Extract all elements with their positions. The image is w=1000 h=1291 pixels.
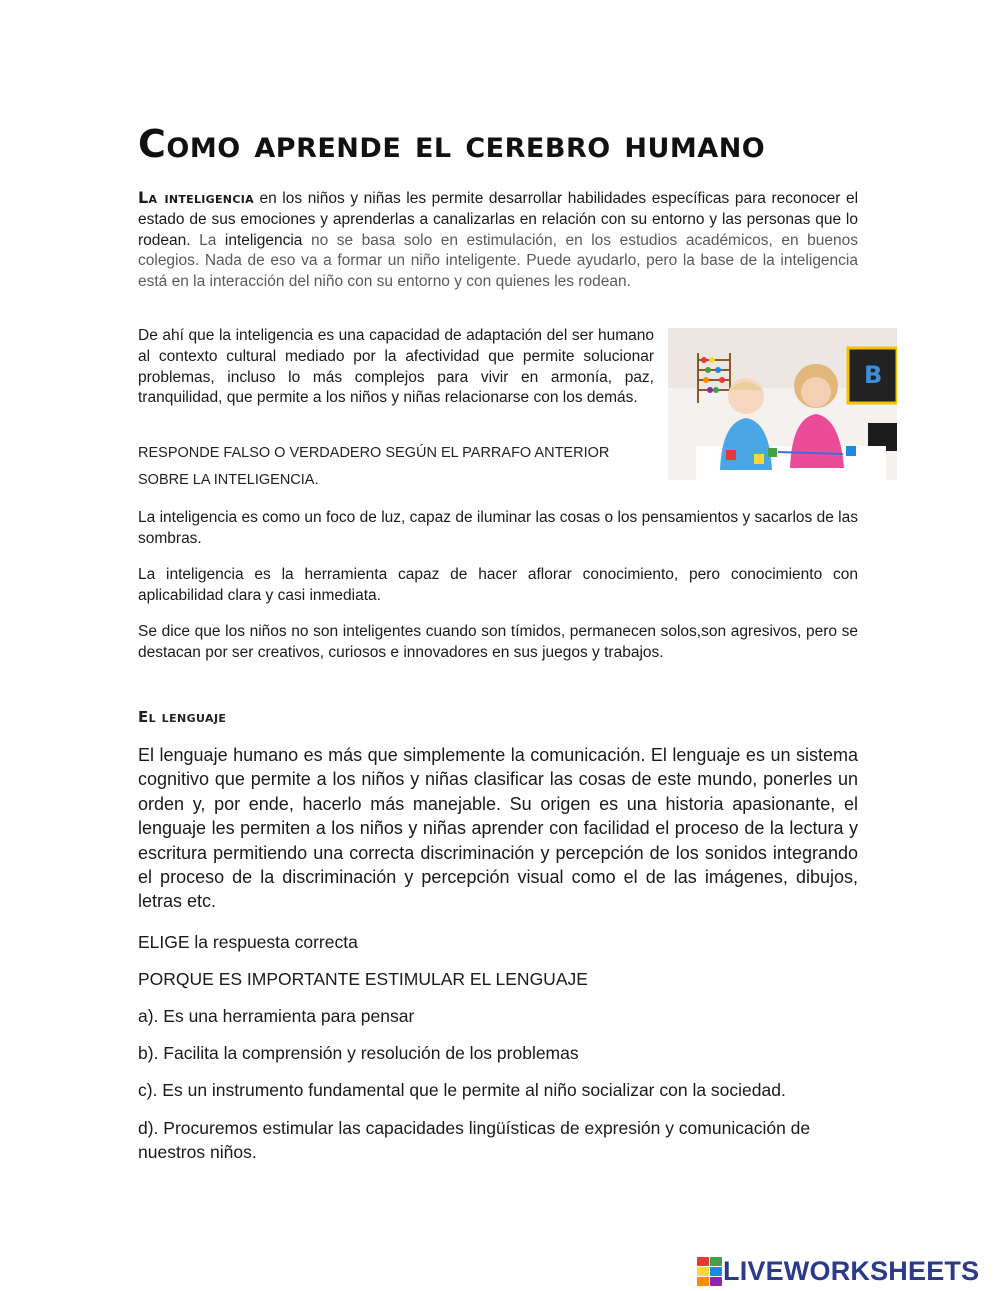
section-heading-lenguaje: El lenguaje: [138, 708, 227, 726]
liveworksheets-icon: [697, 1257, 721, 1285]
choose-instruction: ELIGE la respuesta correcta: [138, 932, 358, 952]
intro-lead: La inteligencia: [138, 188, 254, 207]
intro-paragraph: [138, 188, 858, 293]
option-d[interactable]: d). Procuremos estimular las capacidades lingüísticas de expresión y comunicación de nuestros niños.: [138, 1118, 811, 1162]
intro-text-1: en los niños y niñas les permite desarrollar habilidades específicas para reconocer el estado de sus emociones y aprenderlas a canalizarlas en relación con su entorno y las personas que lo rodean.: [138, 190, 859, 249]
liveworksheets-logo[interactable]: [697, 1254, 979, 1288]
statement-2: La inteligencia es la herramienta capaz de hacer aflorar conocimiento, pero conocimiento con aplicabilidad clara y casi inmediata.: [138, 566, 858, 604]
option-b[interactable]: b). Facilita la comprensión y resolución de los problemas: [138, 1043, 579, 1063]
page-title: Como aprende el cerebro humano: [138, 122, 766, 166]
brand-name: LIVEWORKSHEETS: [723, 1255, 980, 1286]
intro-text-2b: inteligencia: [224, 231, 303, 249]
true-false-instruction: RESPONDE FALSO O VERDADERO SEGÚN EL PARRAFO ANTERIOR SOBRE LA INTELIGENCIA.: [138, 445, 610, 488]
intro-text-2c: no se basa solo en estimulación, en los estudios académicos, en buenos colegios. Nada de eso va a formar un niño inteligente. Puede ayudarlo, pero la base de la inteligencia está en la interacción del niño con su entorno y con quienes les rodean.: [138, 231, 858, 291]
statement-3: Se dice que los niños no son inteligentes cuando son tímidos, permanecen solos,son agresivos, pero se destacan por ser creativos, curiosos e innovadores en sus juegos y trabajos.: [138, 623, 858, 661]
option-c[interactable]: c). Es un instrumento fundamental que le permite al niño socializar con la sociedad.: [138, 1080, 786, 1100]
children-playing-photo: [668, 328, 897, 480]
children-photo-illustration: [668, 328, 897, 480]
adaptation-paragraph: De ahí que la inteligencia es una capacidad de adaptación del ser humano al contexto cultural mediado por la afectividad que permite solucionar problemas, incluso lo más complejos para vivir en armonía, paz, tranquilidad, que permite a los niños y niñas relacionarse con los demás.: [138, 327, 654, 407]
svg-text:B: B: [864, 361, 883, 389]
intro-text-2a: La: [190, 231, 225, 249]
lenguaje-paragraph: El lenguaje humano es más que simplemente la comunicación. El lenguaje es un sistema cognitivo que permite a los niños y niñas clasificar las cosas de este mundo, ponerles un orden y, por ende, hacerlo más manejable. Su origen es una historia apasionante, el lenguaje les permiten a los niños y niñas aprender con facilidad el proceso de la lectura y escritura permitiendo una correcta discriminación y percepción de los sonidos integrando el proceso de la discriminación y percepción visual como el de las imágenes, dibujos, letras etc.: [138, 745, 858, 912]
statement-1: La inteligencia es como un foco de luz, capaz de iluminar las cosas o los pensamientos y sacarlos de las sombras.: [138, 509, 858, 547]
option-a[interactable]: a). Es una herramienta para pensar: [138, 1006, 415, 1026]
question: PORQUE ES IMPORTANTE ESTIMULAR EL LENGUAJE: [138, 969, 588, 989]
